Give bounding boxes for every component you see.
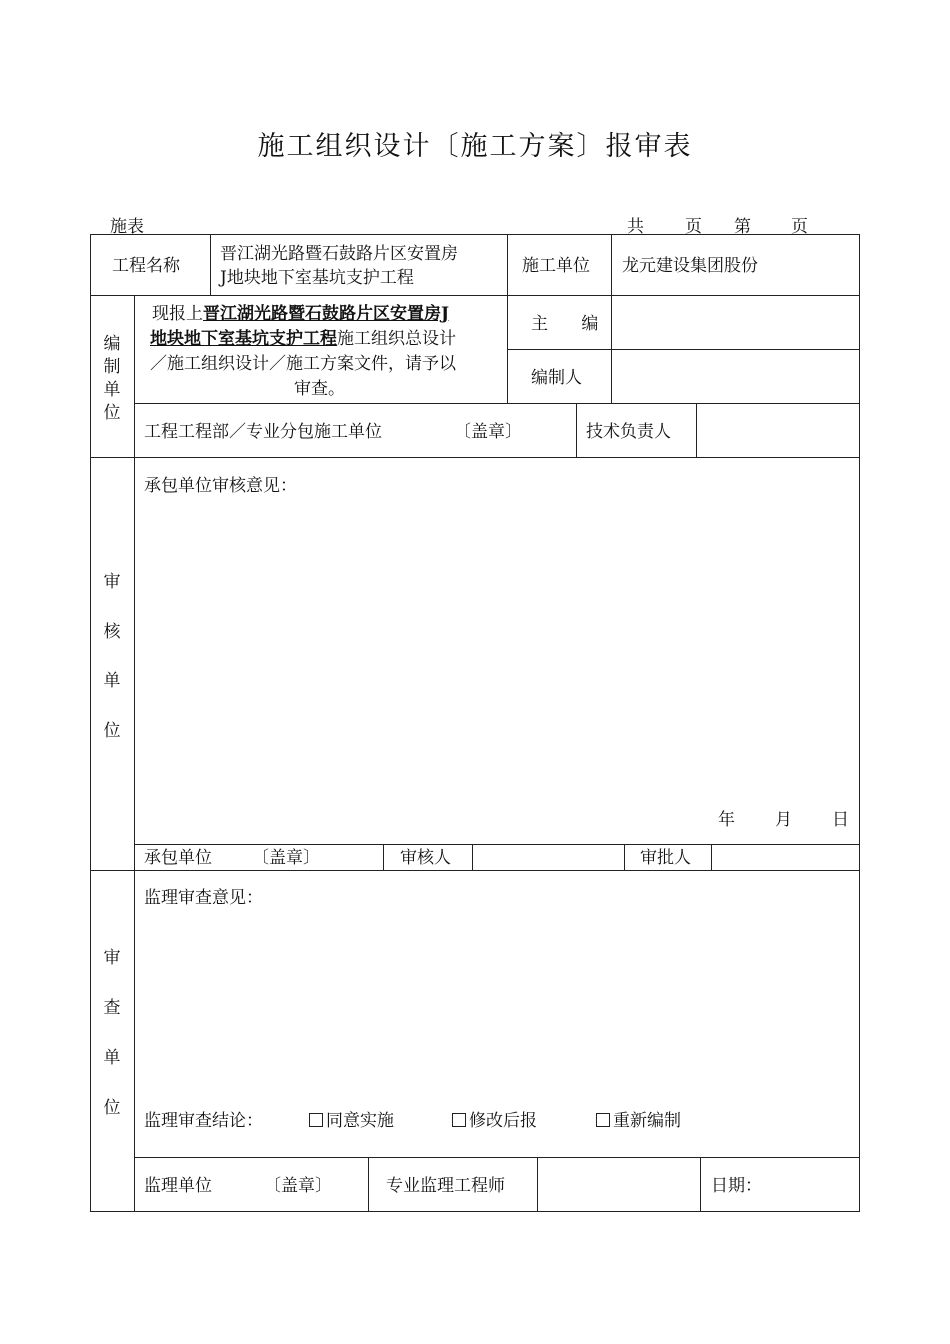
- submission-text-line-4: 审查。: [294, 379, 345, 399]
- supervise-date-label: 日期：: [711, 1176, 762, 1196]
- project-name-line-1: 晋江湖光路暨石鼓路片区安置房: [220, 244, 458, 264]
- checkbox-icon[interactable]: [452, 1113, 466, 1127]
- review-day: 日: [832, 810, 849, 830]
- option-agree[interactable]: 同意实施: [309, 1109, 394, 1133]
- checkbox-icon[interactable]: [309, 1113, 323, 1127]
- review-unit-label: 承包单位: [144, 848, 212, 868]
- supervise-unit-label: 监理单位: [144, 1176, 212, 1196]
- review-stamp: 〔盖章〕: [252, 848, 320, 868]
- header-ye-2: 页: [791, 217, 808, 237]
- compile-stamp: 〔盖章〕: [454, 422, 522, 442]
- supervise-stamp: 〔盖章〕: [264, 1176, 332, 1196]
- compile-unit-label: 工程工程部／专业分包施工单位: [144, 422, 382, 442]
- review-side-label-3: 单: [103, 671, 121, 691]
- supervise-engineer-label: 专业监理工程师: [386, 1176, 505, 1196]
- submission-text-line-2: 地块地下室基坑支护工程施工组织总设计: [150, 329, 456, 349]
- submission-text-line-3: ／施工组织设计／施工方案文件，请予以: [150, 354, 456, 374]
- supervise-opinion-label: 监理审查意见：: [144, 888, 263, 908]
- option-revise[interactable]: 修改后报: [452, 1109, 537, 1133]
- page-title: 施工组织设计〔施工方案〕报审表: [257, 131, 693, 162]
- submission-text-line-1: 现报上晋江湖光路暨石鼓路片区安置房J: [152, 304, 450, 324]
- compile-side-label-2: 制: [103, 357, 121, 377]
- review-side-label-1: 审: [103, 572, 121, 592]
- checkbox-icon[interactable]: [596, 1113, 610, 1127]
- supervise-conclusion-label: 监理审查结论：: [144, 1111, 263, 1131]
- reviewer-label: 审核人: [400, 848, 451, 868]
- supervise-side-label-4: 位: [103, 1098, 121, 1118]
- chief-editor-label: 主 编: [531, 314, 613, 334]
- review-side-label-2: 核: [103, 622, 121, 642]
- approver-label: 审批人: [640, 848, 691, 868]
- supervise-side-label-2: 查: [103, 998, 121, 1018]
- contractor-label: 施工单位: [522, 256, 590, 276]
- header-gong: 共: [627, 217, 644, 237]
- option-recompile[interactable]: 重新编制: [596, 1109, 681, 1133]
- project-name-label: 工程名称: [112, 256, 180, 276]
- header-ye-1: 页: [685, 217, 702, 237]
- review-opinion-label: 承包单位审核意见：: [144, 476, 297, 496]
- supervise-side-label-3: 单: [103, 1048, 121, 1068]
- review-month: 月: [775, 810, 792, 830]
- compiler-label: 编制人: [531, 368, 582, 388]
- review-year: 年: [718, 810, 735, 830]
- contractor-value: 龙元建设集团股份: [622, 256, 758, 276]
- form-code: 施表: [110, 217, 144, 237]
- compile-side-label-4: 位: [103, 403, 121, 423]
- supervise-side-label-1: 审: [103, 948, 121, 968]
- compile-side-label-3: 单: [103, 380, 121, 400]
- review-side-label-4: 位: [103, 721, 121, 741]
- compile-side-label-1: 编: [103, 334, 121, 354]
- header-di: 第: [734, 217, 751, 237]
- project-name-line-2: J地块地下室基坑支护工程: [220, 268, 414, 288]
- tech-lead-label: 技术负责人: [586, 422, 671, 442]
